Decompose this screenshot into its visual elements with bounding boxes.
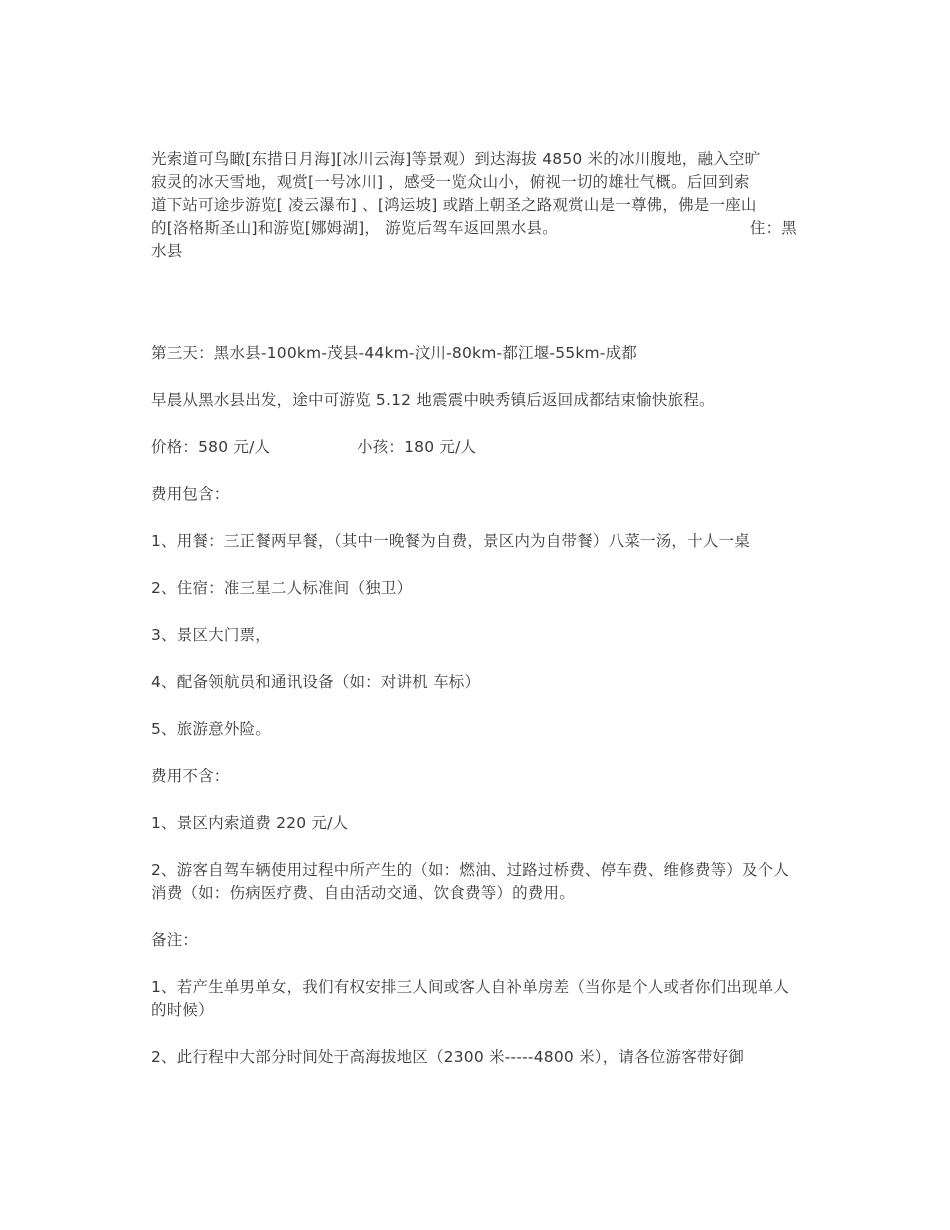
document-page xyxy=(151,148,797,1093)
adult-price: 价格：580 元/人 xyxy=(151,438,271,456)
notes-heading: 备注： xyxy=(151,931,199,949)
intro-paragraph xyxy=(151,148,797,263)
notes-item: 2、此行程中大部分时间处于高海拔地区（2300 米-----4800 米），请各位游客带好御 xyxy=(151,1048,745,1066)
lodging-label: 住：黑 xyxy=(749,219,797,237)
notes-item: 1、若产生单男单女，我们有权安排三人间或客人自补单房差（当你是个人或者你们出现单人的时候） xyxy=(151,978,790,1019)
child-price: 小孩：180 元/人 xyxy=(357,438,477,456)
price-row xyxy=(151,436,797,459)
included-heading: 费用包含： xyxy=(151,485,230,503)
intro-line-lodging xyxy=(151,217,797,240)
excluded-item: 2、游客自驾车辆使用过程中所产生的（如：燃油、过路过桥费、停车费、维修费等）及个人消费（如：伤病医疗费、自由活动交通、饮食费等）的费用。 xyxy=(151,861,790,902)
intro-line: 道下站可途步游览[ 凌云瀑布] 、[鸿运坡] 或踏上朝圣之路观赏山是一尊佛，佛是一座山 xyxy=(151,196,757,214)
excluded-item: 1、景区内索道费 220 元/人 xyxy=(151,814,349,832)
included-item: 2、住宿：准三星二人标准间（独卫） xyxy=(151,579,413,597)
included-item: 3、景区大门票， xyxy=(151,626,271,644)
intro-line: 寂灵的冰天雪地，观赏[一号冰川] ，感受一览众山小，俯视一切的雄壮气概。后回到索 xyxy=(151,173,750,191)
included-item: 4、配备领航员和通讯设备（如：对讲机 车标） xyxy=(151,673,481,691)
excluded-heading: 费用不含： xyxy=(151,767,230,785)
intro-line-text: 的[洛格斯圣山]和游览[娜姆湖]， 游览后驾车返回黑水县。 xyxy=(151,219,558,237)
included-item: 5、旅游意外险。 xyxy=(151,720,271,738)
intro-line: 水县 xyxy=(151,242,183,260)
intro-line: 光索道可鸟瞰[东措日月海][冰川云海]等景观）到达海拔 4850 米的冰川腹地，融入空旷 xyxy=(151,150,761,168)
day3-description: 早晨从黑水县出发，途中可游览 5.12 地震震中映秀镇后返回成都结束愉快旅程。 xyxy=(151,391,715,409)
included-item: 1、用餐：三正餐两早餐，（其中一晚餐为自费，景区内为自带餐）八菜一汤，十人一桌 xyxy=(151,532,750,550)
day3-title: 第三天：黑水县-100km-茂县-44km-汶川-80km-都江堰-55km-成都 xyxy=(151,344,637,362)
